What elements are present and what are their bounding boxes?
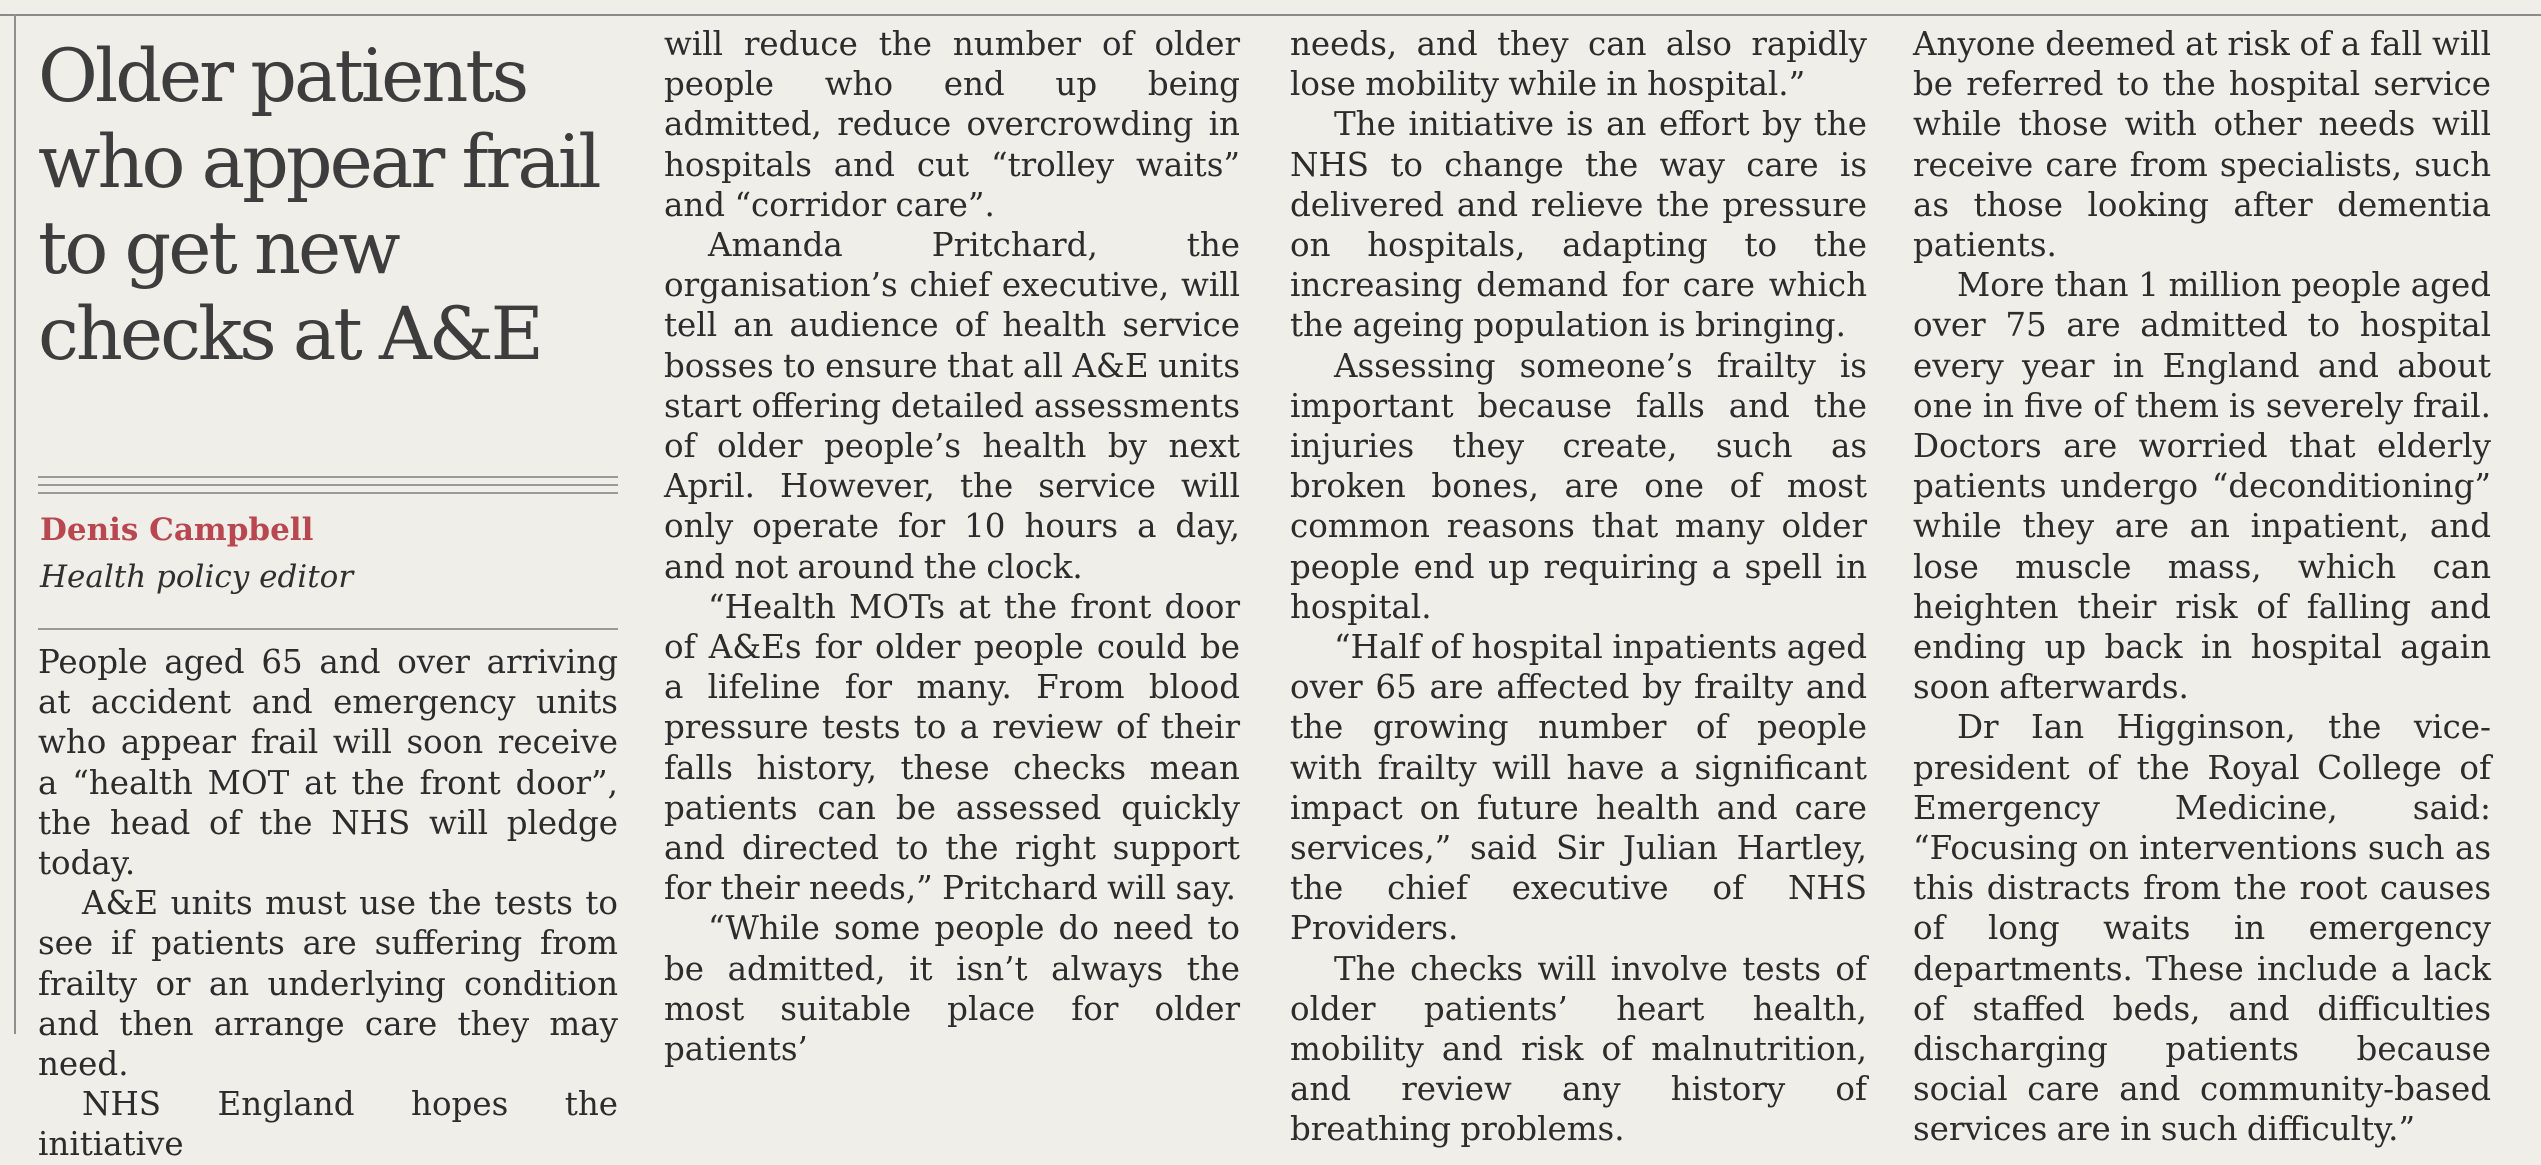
top-rule (0, 14, 2541, 16)
paragraph: will reduce the number of older people who end up being admitted, reduce overcrowding in hospitals and cut “trolley waits” and “corridor care”. (664, 25, 1240, 224)
article-column-1 (38, 642, 618, 1165)
byline-rule-2 (38, 484, 618, 486)
article-column-4 (1913, 24, 2491, 1150)
left-edge-rule (14, 14, 16, 1034)
byline-rule-3 (38, 492, 618, 494)
headline-block (38, 24, 618, 378)
paragraph: Dr Ian Higginson, the vice-president of the Royal College of Emergency Medicine, said: “Focusing on interventions such as this distracts from the root causes of long waits in emergency departments. These include a lack of staffed beds, and difficulties discharging patients because social care and community-based services are in such difficulty.” (1913, 708, 2491, 1149)
byline-role: Health policy editor (40, 559, 354, 595)
paragraph: needs, and they can also rapidly lose mobility while in hospital.” (1290, 25, 1867, 104)
paragraph: “Health MOTs at the front door of A&Es for older people could be a lifeline for many. From blood pressure tests to a review of their falls history, these checks mean patients can be assessed quickly and directed to the right support for their needs,” Pritchard will say. (664, 587, 1240, 908)
paragraph: “While some people do need to be admitted, it isn’t always the most suitable place for older patients’ (664, 909, 1240, 1069)
paragraph: The checks will involve tests of older patients’ heart health, mobility and risk of malnutrition, and review any history of breathing problems. (1290, 949, 1867, 1149)
paragraph: Anyone deemed at risk of a fall will be referred to the hospital service while those with other needs will receive care from specialists, such as those looking after dementia patients. (1913, 25, 2491, 265)
paragraph: A&E units must use the tests to see if patients are suffering from frailty or an underlying condition and then arrange care they may need. (38, 884, 618, 1084)
byline-name: Denis Campbell (40, 512, 314, 548)
paragraph: Amanda Pritchard, the organisation’s chief executive, will tell an audience of health service bosses to ensure that all A&E units start offering detailed assessments of older people’s health by next April. However, the service will only operate for 10 hours a day, and not around the clock. (664, 226, 1240, 586)
paragraph: “Half of hospital inpatients aged over 65 are affected by frailty and the growing number of people with frailty will have a significant impact on future health and care services,” said Sir Julian Hartley, the chief executive of NHS Providers. (1290, 628, 1867, 948)
body-rule (38, 628, 618, 630)
paragraph: Assessing someone’s frailty is important because falls and the injuries they create, such as broken bones, are one of most common reasons that many older people end up requiring a spell in hospital. (1290, 346, 1867, 626)
paragraph: The initiative is an effort by the NHS to change the way care is delivered and relieve the pressure on hospitals, adapting to the increasing demand for care which the ageing population is bringing. (1290, 105, 1867, 345)
article-column-2 (664, 24, 1240, 1069)
paragraph: More than 1 million people aged over 75 are admitted to hospital every year in England and about one in five of them is severely frail. Doctors are worried that elderly patients undergo “deconditioning” while they are an inpatient, and lose muscle mass, which can heighten their risk of falling and ending up back in hospital again soon afterwards. (1913, 266, 2491, 707)
article-column-3 (1290, 24, 1867, 1150)
byline-rules (38, 476, 618, 500)
byline-rule-1 (38, 476, 618, 478)
headline: Older patients who appear frail to get new checks at A&E (38, 34, 599, 377)
paragraph: NHS England hopes the initiative (38, 1085, 618, 1164)
paragraph: People aged 65 and over arriving at accident and emergency units who appear frail will soon receive a “health MOT at the front door”, the head of the NHS will pledge today. (38, 643, 618, 883)
